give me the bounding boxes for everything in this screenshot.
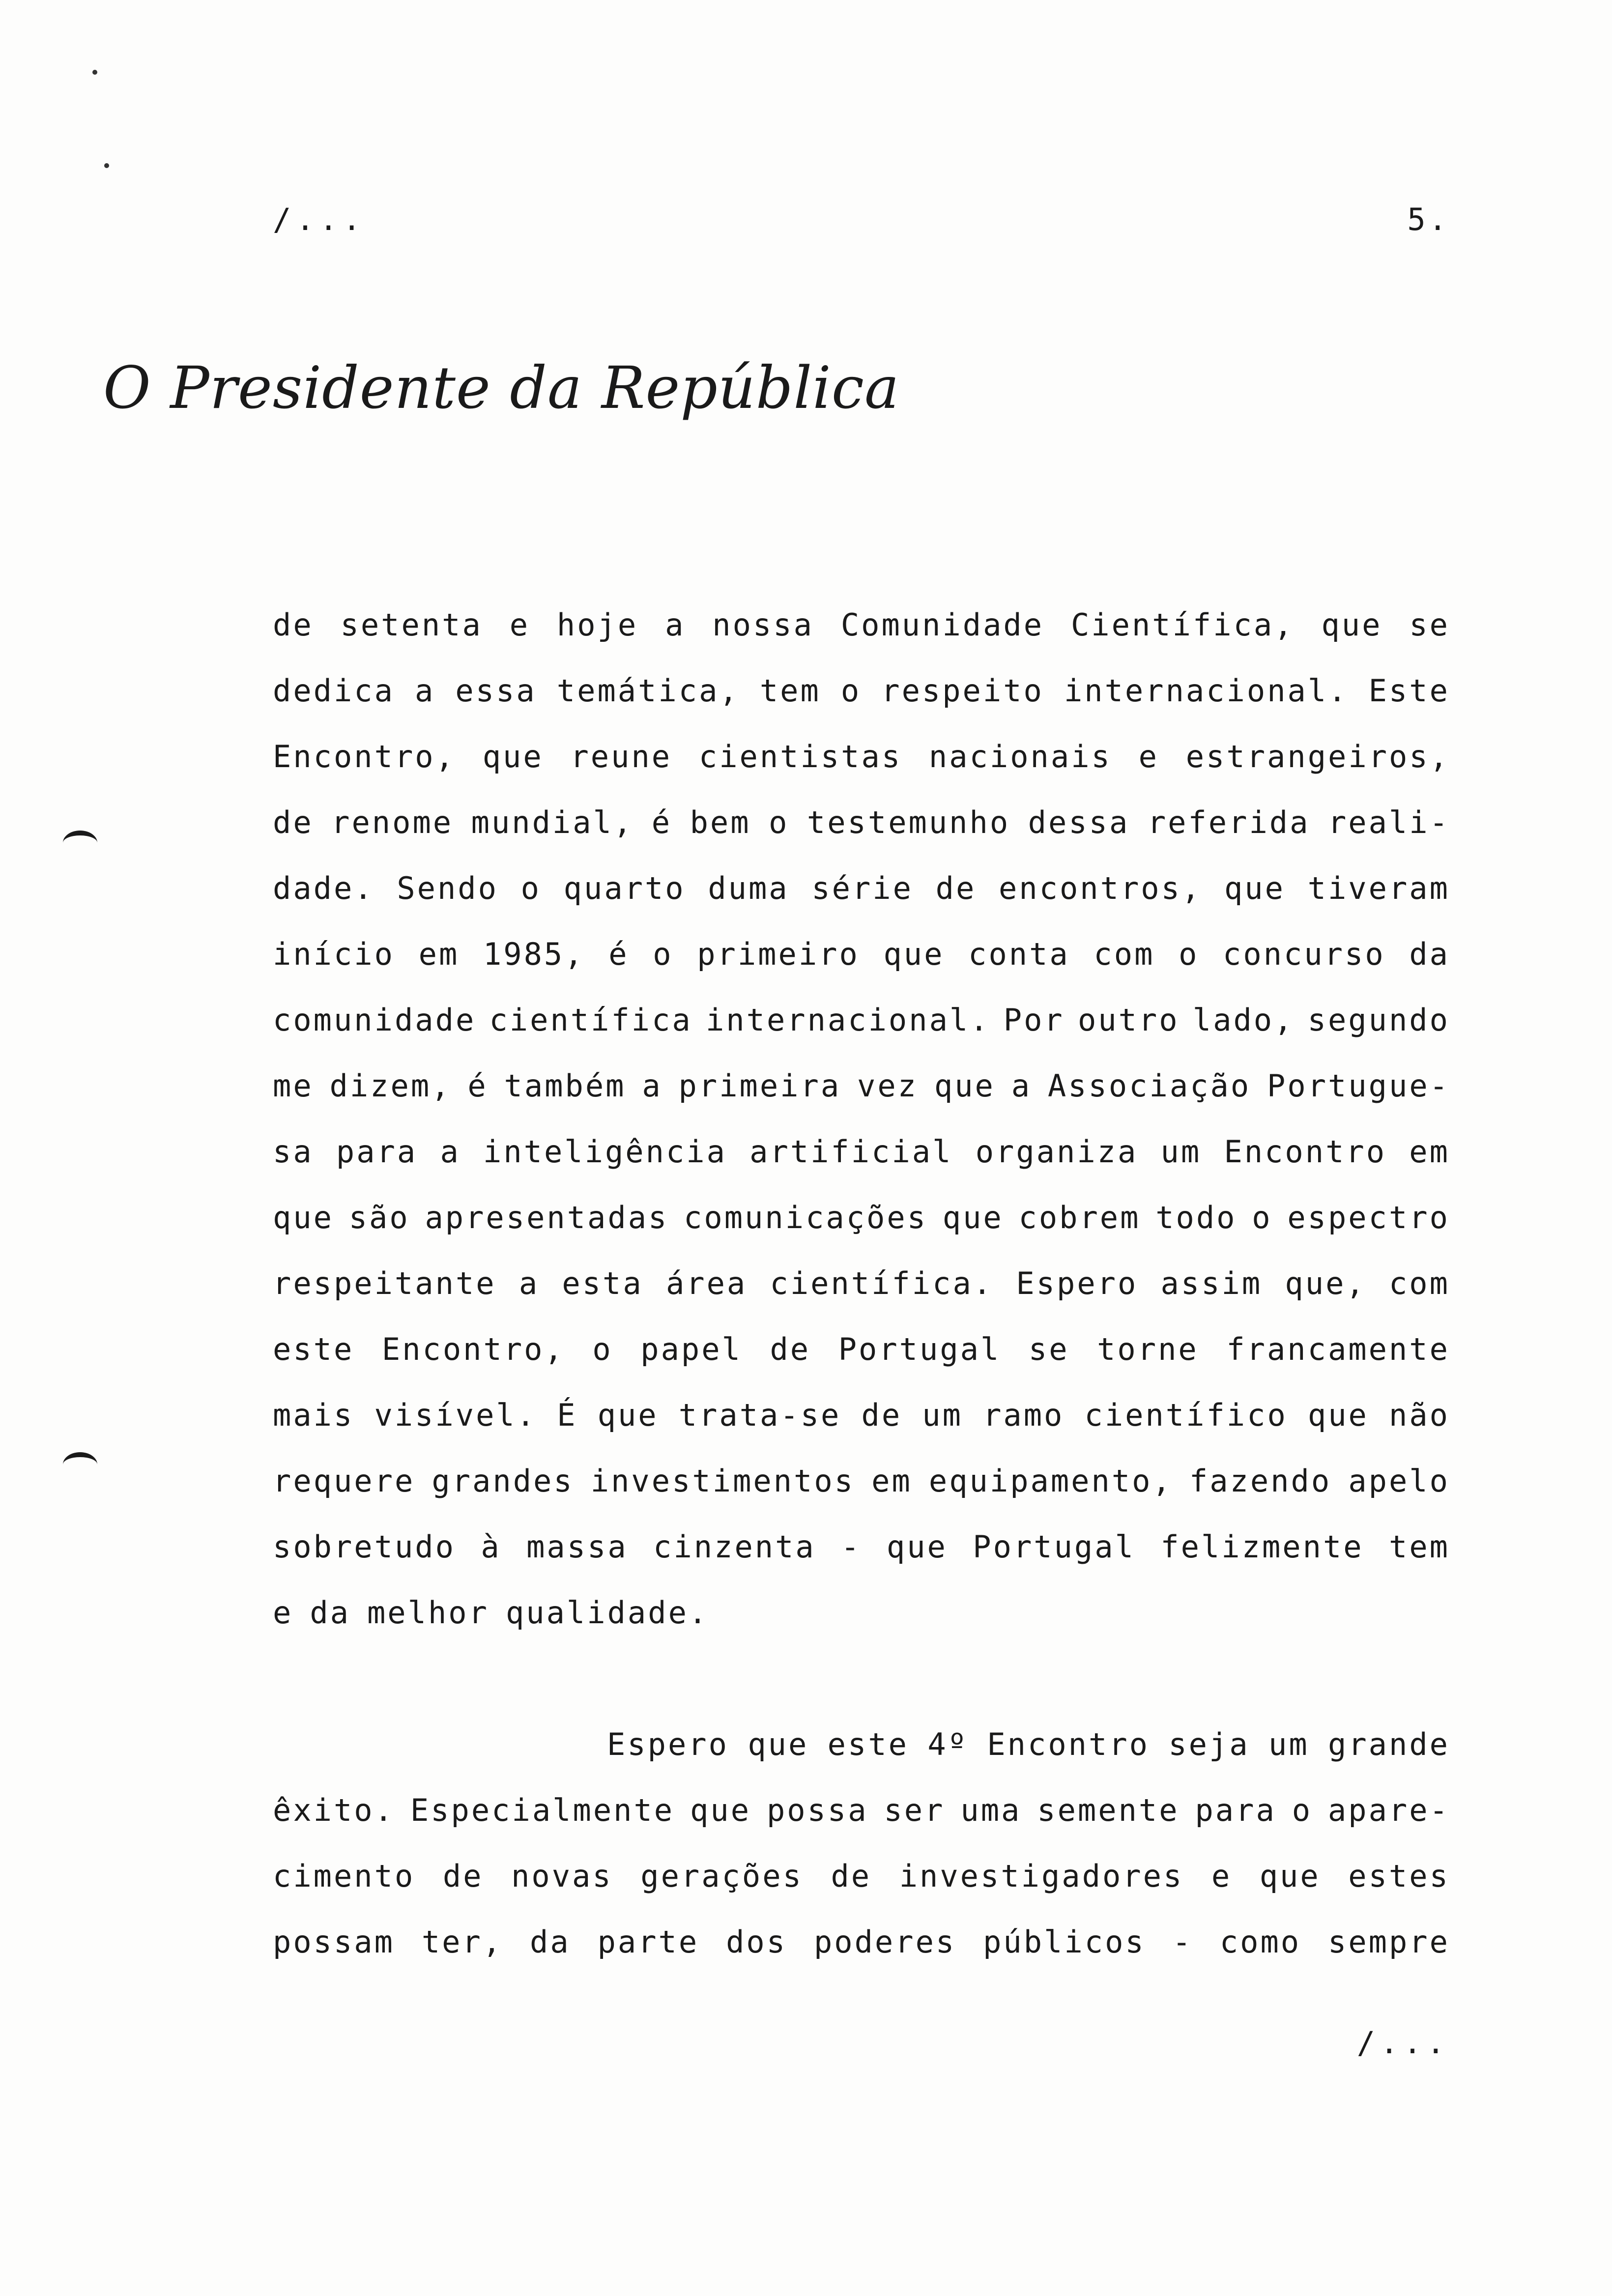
word: dizem, <box>329 1068 452 1104</box>
word: a <box>440 1134 461 1170</box>
word: me <box>273 1068 314 1104</box>
word: apelo <box>1348 1463 1450 1499</box>
word: novas <box>511 1858 613 1894</box>
word: êxito. <box>273 1792 395 1828</box>
word: poderes <box>813 1924 956 1960</box>
word: área <box>665 1265 748 1301</box>
word: cimento <box>273 1858 415 1894</box>
word: um <box>922 1397 963 1433</box>
word: Encontro, <box>381 1331 565 1367</box>
word: investigadores <box>899 1858 1184 1894</box>
word: o <box>653 936 673 972</box>
body-text <box>273 592 1450 1975</box>
word: o <box>769 804 789 840</box>
word: tem <box>759 673 821 709</box>
word: requere <box>273 1463 415 1499</box>
word: ser <box>884 1792 945 1828</box>
word: vez <box>857 1068 919 1104</box>
word: de <box>861 1397 902 1433</box>
word: Associação <box>1047 1068 1251 1104</box>
word: duma <box>708 870 789 906</box>
text-line <box>273 1778 1450 1843</box>
word: sobretudo <box>273 1529 456 1565</box>
word: de <box>442 1858 484 1894</box>
word: nossa <box>712 607 814 643</box>
word: Científica, <box>1070 607 1295 643</box>
word: reali- <box>1327 804 1450 840</box>
text-line <box>273 1251 1450 1317</box>
word: que <box>1321 607 1382 643</box>
word: concurso <box>1223 936 1385 972</box>
word: da <box>1409 936 1450 972</box>
word: o <box>520 870 541 906</box>
word: reune <box>570 739 672 775</box>
word: também <box>504 1068 626 1104</box>
word: estrangeiros, <box>1185 739 1450 775</box>
word: de <box>831 1858 872 1894</box>
word: a <box>1011 1068 1032 1104</box>
word: sa <box>273 1134 314 1170</box>
word: outro <box>1077 1002 1180 1038</box>
margin-bracket-mark <box>63 831 97 855</box>
word: para <box>1195 1792 1276 1828</box>
word: este <box>273 1331 354 1367</box>
word: Portugal <box>838 1331 1001 1367</box>
word: comunidade <box>273 1002 476 1038</box>
word: de <box>770 1331 811 1367</box>
word: à <box>481 1529 501 1565</box>
word: Encontro <box>987 1726 1150 1762</box>
word: série <box>811 870 913 906</box>
word: seja <box>1168 1726 1250 1762</box>
text-line <box>273 1712 1450 1778</box>
word: ter, <box>421 1924 503 1960</box>
word: sempre <box>1328 1924 1450 1960</box>
text-line <box>273 987 1450 1053</box>
text-line <box>273 724 1450 790</box>
word: equipamento, <box>928 1463 1173 1499</box>
text-line <box>273 921 1450 987</box>
word: início <box>273 936 395 972</box>
word: lado, <box>1192 1002 1295 1038</box>
word: possam <box>273 1924 395 1960</box>
word: dedica <box>273 673 395 709</box>
text-line <box>273 1053 1450 1119</box>
word: científico <box>1084 1397 1288 1433</box>
word: cobrem <box>1018 1200 1141 1235</box>
word: parte <box>597 1924 699 1960</box>
word: tiveram <box>1307 870 1450 906</box>
word: e <box>1138 739 1159 775</box>
paragraph <box>273 592 1450 1646</box>
word: Encontro, <box>273 739 456 775</box>
word: que <box>690 1792 751 1828</box>
word: - <box>1172 1924 1193 1960</box>
word: o <box>1252 1200 1272 1235</box>
word: - <box>841 1529 862 1565</box>
word: científica. <box>770 1265 994 1301</box>
word: uma <box>960 1792 1022 1828</box>
word: que <box>886 1529 948 1565</box>
word: grandes <box>432 1463 574 1499</box>
word: 4º <box>927 1726 968 1762</box>
word: quarto <box>563 870 686 906</box>
text-line <box>273 1317 1450 1382</box>
word: felizmente <box>1160 1529 1364 1565</box>
word: é <box>651 804 672 840</box>
word: referida <box>1147 804 1310 840</box>
word: todo <box>1155 1200 1237 1235</box>
word: Encontro <box>1224 1134 1387 1170</box>
word: e <box>273 1595 293 1631</box>
word: setenta <box>340 607 483 643</box>
word: gerações <box>640 1858 803 1894</box>
word: se <box>1409 607 1450 643</box>
word: cinzenta <box>653 1529 816 1565</box>
continuation-marker-top: /... <box>273 201 366 237</box>
word: melhor <box>367 1595 489 1631</box>
word: o <box>840 673 862 709</box>
word: com <box>1094 936 1155 972</box>
word: a <box>642 1068 662 1104</box>
word: para <box>336 1134 418 1170</box>
word: é <box>608 936 629 972</box>
word: internacional. <box>705 1002 990 1038</box>
word: que <box>597 1397 659 1433</box>
word: bem <box>690 804 751 840</box>
margin-bracket-mark <box>63 1452 97 1477</box>
word: fazendo <box>1189 1463 1332 1499</box>
word: da <box>310 1595 350 1631</box>
word: científica <box>489 1002 692 1038</box>
word: Este <box>1368 673 1450 709</box>
scan-speck <box>92 70 97 75</box>
word: que <box>748 1726 809 1762</box>
word: mundial, <box>471 804 634 840</box>
word: de <box>273 607 314 643</box>
word: artificial <box>749 1134 953 1170</box>
text-line <box>273 1382 1450 1448</box>
word: dade. <box>273 870 374 906</box>
word: apare- <box>1327 1792 1450 1828</box>
text-line <box>273 1843 1450 1909</box>
word: comunicações <box>684 1200 928 1235</box>
word: não <box>1389 1397 1450 1433</box>
word: este <box>827 1726 909 1762</box>
text-line <box>273 1909 1450 1975</box>
word: semente <box>1037 1792 1180 1828</box>
word: trata-se <box>678 1397 841 1433</box>
word: respeito <box>881 673 1044 709</box>
word: o <box>1292 1792 1313 1828</box>
word: que <box>883 936 945 972</box>
word: o <box>1179 936 1199 972</box>
continuation-marker-bottom: /... <box>1356 2025 1450 2061</box>
word: Especialmente <box>410 1792 675 1828</box>
word: renome <box>331 804 454 840</box>
word: que <box>934 1068 995 1104</box>
word: é <box>467 1068 488 1104</box>
word: em <box>871 1463 912 1499</box>
text-line <box>273 658 1450 724</box>
word: que, <box>1285 1265 1366 1301</box>
paragraph <box>273 1712 1450 1975</box>
word: em <box>1409 1134 1450 1170</box>
word: segundo <box>1307 1002 1450 1038</box>
word: assim <box>1160 1265 1263 1301</box>
word: dessa <box>1028 804 1130 840</box>
word: Espero <box>1016 1265 1138 1301</box>
word: em <box>418 936 460 972</box>
word: testemunho <box>806 804 1010 840</box>
text-line <box>273 1580 1450 1646</box>
word: públicos <box>983 1924 1146 1960</box>
word: internacional. <box>1064 673 1349 709</box>
word: respeitante <box>273 1265 496 1301</box>
word: um <box>1268 1726 1309 1762</box>
word: Portugal <box>973 1529 1135 1565</box>
word: massa <box>526 1529 628 1565</box>
word: e <box>1211 1858 1232 1894</box>
word: cientistas <box>698 739 902 775</box>
word: a <box>415 673 435 709</box>
word: conta <box>968 936 1070 972</box>
word: esta <box>562 1265 643 1301</box>
text-line <box>273 1119 1450 1185</box>
word: que <box>1307 1397 1369 1433</box>
scan-speck <box>104 163 109 168</box>
word: É <box>557 1397 577 1433</box>
text-line <box>273 592 1450 658</box>
word: de <box>935 870 977 906</box>
word: espectro <box>1287 1200 1450 1235</box>
word: organiza <box>975 1134 1138 1170</box>
word: investimentos <box>590 1463 855 1499</box>
word: 1985, <box>483 936 585 972</box>
word: torne <box>1097 1331 1199 1367</box>
word: inteligência <box>483 1134 727 1170</box>
word: encontros, <box>999 870 1202 906</box>
text-line <box>273 1185 1450 1251</box>
text-line <box>273 856 1450 921</box>
word: Comunidade <box>840 607 1044 643</box>
word: da <box>530 1924 571 1960</box>
word: tem <box>1389 1529 1450 1565</box>
word: um <box>1160 1134 1202 1170</box>
word: com <box>1388 1265 1450 1301</box>
word: dos <box>726 1924 787 1960</box>
word: grande <box>1328 1726 1450 1762</box>
word: temática, <box>556 673 740 709</box>
word: Por <box>1003 1002 1065 1038</box>
word: que <box>273 1200 334 1235</box>
paragraph-spacer <box>273 1646 1450 1712</box>
word: possa <box>766 1792 868 1828</box>
word: a <box>665 607 686 643</box>
word: de <box>273 804 314 840</box>
word: que <box>1224 870 1285 906</box>
word: e <box>509 607 530 643</box>
word: que <box>942 1200 1004 1235</box>
word: essa <box>455 673 537 709</box>
word: ramo <box>983 1397 1065 1433</box>
word: o <box>592 1331 613 1367</box>
word: qualidade. <box>505 1595 709 1631</box>
word: se <box>1028 1331 1069 1367</box>
word: estes <box>1348 1858 1450 1894</box>
word: papel <box>640 1331 742 1367</box>
word: Portugue- <box>1267 1068 1450 1104</box>
word: primeira <box>678 1068 841 1104</box>
text-line <box>273 1514 1450 1580</box>
word: Espero <box>607 1726 729 1762</box>
word: a <box>518 1265 540 1301</box>
page-number: 5. <box>1407 201 1450 237</box>
word: apresentadas <box>425 1200 669 1235</box>
word: como <box>1219 1924 1301 1960</box>
word: que <box>1259 1858 1321 1894</box>
word: que <box>482 739 544 775</box>
word: primeiro <box>697 936 860 972</box>
text-line <box>273 1448 1450 1514</box>
letterhead-title: O Presidente da República <box>103 354 900 422</box>
text-line <box>273 790 1450 856</box>
word: mais <box>273 1397 354 1433</box>
word: nacionais <box>928 739 1112 775</box>
word: hoje <box>556 607 638 643</box>
word: visível. <box>374 1397 537 1433</box>
word: francamente <box>1226 1331 1450 1367</box>
word: Sendo <box>397 870 498 906</box>
word: são <box>348 1200 410 1235</box>
